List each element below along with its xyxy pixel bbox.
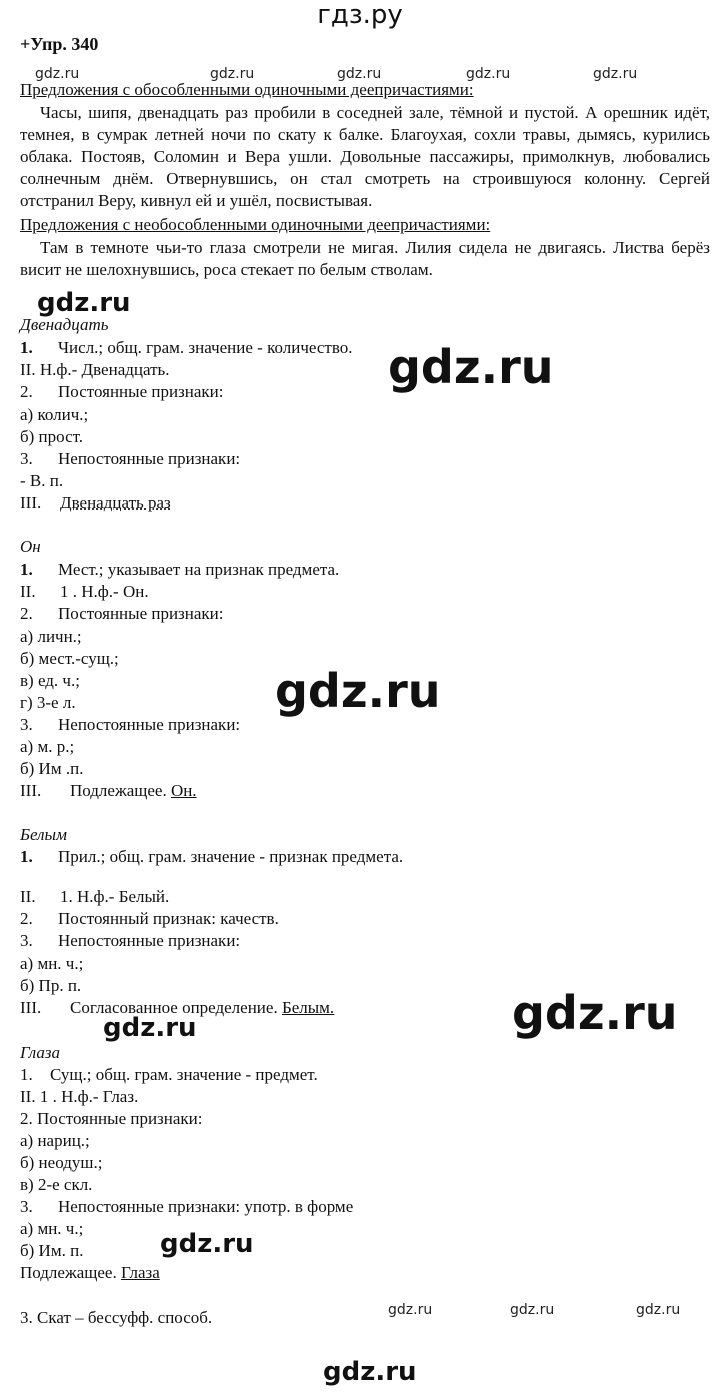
- line-number: III.: [20, 781, 42, 800]
- line-number: 3.: [20, 715, 33, 734]
- analysis-line: [20, 492, 171, 514]
- section-heading: Предложения с необособленными одиночными деепричастиями:: [20, 215, 491, 234]
- analysis-line: [20, 1196, 353, 1218]
- analysis-line: [20, 780, 197, 802]
- line-number: 1.: [20, 560, 33, 579]
- analysis-line: [20, 886, 169, 908]
- watermark: gdz.ru: [210, 66, 255, 82]
- line-number: 3.: [20, 1197, 33, 1216]
- section-text: Там в темноте чьи-то глаза смотрели не мигая. Лилия сидела не двигаясь. Листва берёз висит не шелохнувшись, роса стекает по белым стволам.: [20, 238, 710, 279]
- watermark: gdz.ru: [160, 1229, 254, 1259]
- line-number: II.: [20, 887, 36, 906]
- word-title: Он: [20, 537, 41, 556]
- analysis-line: [20, 603, 224, 625]
- analysis-line: б) прост.: [20, 427, 84, 446]
- watermark: gdz.ru: [510, 1302, 555, 1318]
- line-number: 2.: [20, 382, 33, 401]
- line-text: Сущ.; общ. грам. значение - предмет.: [50, 1065, 318, 1084]
- analysis-line: в) ед. ч.;: [20, 671, 80, 690]
- line-text: Прил.; общ. грам. значение - признак предмета.: [58, 847, 404, 866]
- watermark: gdz.ru: [35, 66, 80, 82]
- line-text: Числ.; общ. грам. значение - количество.: [58, 338, 353, 357]
- analysis-line: [20, 1064, 318, 1086]
- analysis-line: г) 3-е л.: [20, 693, 76, 712]
- line-text: Постоянные признаки:: [58, 604, 224, 623]
- line-text: 1. Н.ф.- Белый.: [60, 887, 170, 906]
- watermark: gdz.ru: [337, 66, 382, 82]
- line-text: 1 . Н.ф.- Он.: [60, 582, 149, 601]
- analysis-line: а) мн. ч.;: [20, 954, 84, 973]
- line-text: Мест.; указывает на признак предмета.: [58, 560, 340, 579]
- analysis-line: [20, 714, 240, 736]
- analysis-line: [20, 581, 149, 603]
- line-text: Постоянный признак: качеств.: [58, 909, 279, 928]
- site-title: гдз.ру: [317, 0, 403, 30]
- word-title: Глаза: [20, 1043, 61, 1062]
- analysis-line: а) колич.;: [20, 405, 89, 424]
- line-text: Постоянные признаки:: [58, 382, 224, 401]
- analysis-line: II. 1 . Н.ф.- Глаз.: [20, 1087, 139, 1106]
- sentence-part: Глаза: [120, 1263, 160, 1282]
- analysis-line: в) 2-е скл.: [20, 1175, 93, 1194]
- watermark: gdz.ru: [388, 1302, 433, 1318]
- watermark: gdz.ru: [636, 1302, 681, 1318]
- line-number: 3.: [20, 449, 33, 468]
- line-number: 1.: [20, 338, 33, 357]
- sentence-part: Он.: [170, 781, 197, 800]
- watermark: gdz.ru: [103, 1013, 197, 1043]
- analysis-line: 2. Постоянные признаки:: [20, 1109, 203, 1128]
- line-number: 2.: [20, 909, 33, 928]
- analysis-line: 3. Скат – бессуфф. способ.: [20, 1308, 213, 1327]
- analysis-line: а) нариц.;: [20, 1131, 90, 1150]
- line-text: Согласованное определение.: [70, 998, 278, 1017]
- analysis-line: б) мест.-сущ.;: [20, 649, 119, 668]
- watermark: gdz.ru: [466, 66, 511, 82]
- analysis-line: [20, 337, 353, 359]
- sentence-part: Двенадцать раз: [60, 493, 171, 512]
- exercise-label: +Упр. 340: [20, 34, 99, 54]
- analysis-line: б) Пр. п.: [20, 976, 82, 995]
- section-heading: Предложения с обособленными одиночными деепричастиями:: [20, 80, 474, 99]
- analysis-line: б) Им .п.: [20, 759, 84, 778]
- sentence-part: Белым.: [281, 998, 335, 1017]
- line-number: III.: [20, 998, 42, 1017]
- line-text: Непостоянные признаки:: [58, 931, 241, 950]
- watermark: gdz.ru: [37, 288, 131, 318]
- line-text: Непостоянные признаки: употр. в форме: [58, 1197, 354, 1216]
- line-number: II.: [20, 582, 36, 601]
- line-number: 1.: [20, 847, 33, 866]
- line-number: 2.: [20, 604, 33, 623]
- watermark: gdz.ru: [388, 340, 554, 394]
- analysis-line: [20, 930, 240, 952]
- analysis-line: б) неодуш.;: [20, 1153, 103, 1172]
- analysis-line: [20, 908, 279, 930]
- watermark: gdz.ru: [512, 986, 678, 1040]
- line-number: 3.: [20, 931, 33, 950]
- watermark: gdz.ru: [593, 66, 638, 82]
- analysis-line: [20, 448, 240, 470]
- analysis-line: II. Н.ф.- Двенадцать.: [20, 360, 170, 379]
- line-text: Непостоянные признаки:: [58, 715, 241, 734]
- analysis-line: а) мн. ч.;: [20, 1219, 84, 1238]
- line-number: 1.: [20, 1065, 33, 1084]
- analysis-line: [20, 1262, 160, 1284]
- analysis-line: - В. п.: [20, 471, 64, 490]
- analysis-line: а) м. р.;: [20, 737, 75, 756]
- line-text: Непостоянные признаки:: [58, 449, 241, 468]
- analysis-line: б) Им. п.: [20, 1241, 84, 1260]
- line-text: Подлежащее.: [20, 1263, 117, 1282]
- analysis-line: [20, 381, 224, 403]
- analysis-line: [20, 559, 339, 581]
- section-text: Часы, шипя, двенадцать раз пробили в соседней зале, тёмной и пустой. А орешник идёт, темнея, в сумрак летней ночи по скату к балке. Благоухая, сохли травы, дымясь, курились облака. Постояв, Соломин и Вера ушли. Довольные пассажиры, примолкнув, любовались солнечным днём. Отвернувшись, он стал смотреть на строившуюся колонну. Сергей отстранил Веру, кивнул ей и ушёл, посвистывая.: [20, 103, 710, 210]
- analysis-line: [20, 846, 403, 868]
- watermark: gdz.ru: [323, 1357, 417, 1387]
- line-number: III.: [20, 493, 42, 512]
- word-title: Двенадцать: [20, 315, 109, 334]
- analysis-line: а) личн.;: [20, 627, 82, 646]
- watermark: gdz.ru: [275, 664, 441, 718]
- word-title: Белым: [20, 825, 67, 844]
- line-text: Подлежащее.: [70, 781, 167, 800]
